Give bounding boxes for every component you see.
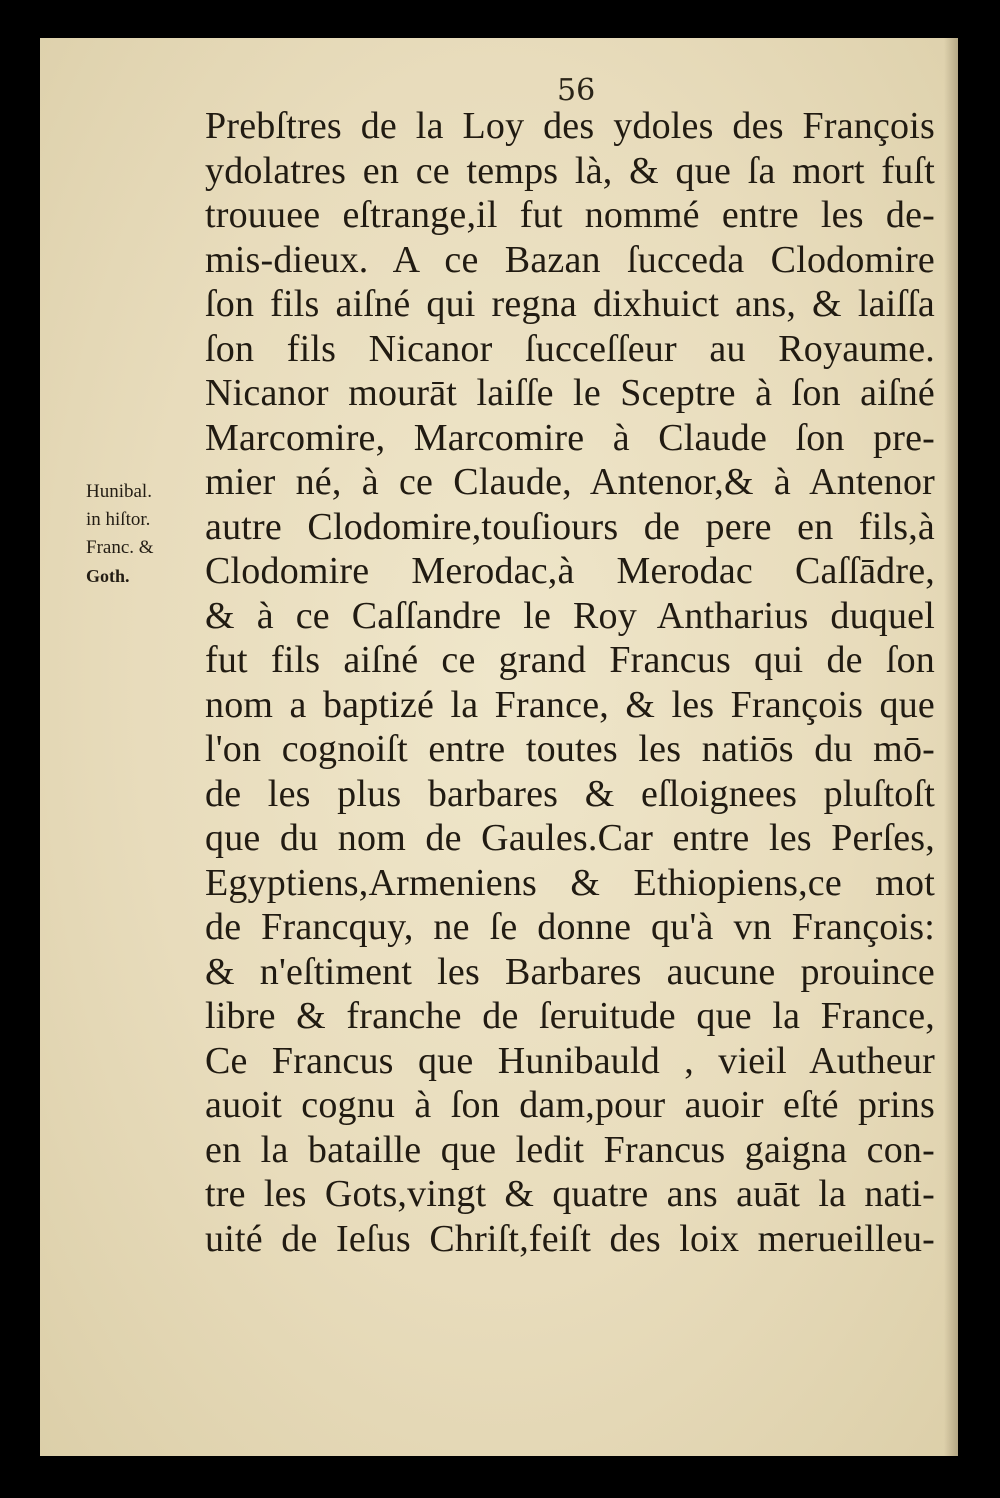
text-line: ſon fils Nicanor ſucceſſeur au Royaume.	[205, 327, 935, 370]
text-line: autre Clodomire,touſiours de pere en fils,à	[205, 505, 935, 548]
margin-note-line: Hunibal.	[86, 481, 152, 502]
text-line: auoit cognu à ſon dam,pour auoir eſté prins	[205, 1084, 935, 1126]
text-line: tre les Gots,vingt & quatre ans auāt la nati-	[205, 1173, 935, 1215]
text-line: Marcomire, Marcomire à Claude ſon pre-	[205, 416, 935, 459]
text-line: ydolatres en ce temps là, & que ſa mort fuſt	[205, 149, 935, 192]
text-line: Nicanor mourāt laiſſe le Sceptre à ſon aiſné	[205, 372, 935, 414]
text-line: mier né, à ce Claude, Antenor,& à Antenor	[205, 461, 935, 503]
text-line: Clodomire Merodac,à Merodac Caſſādre,	[205, 550, 935, 592]
margin-note-line: in hiſtor.	[86, 509, 151, 530]
text-line: Ce Francus que Hunibauld , vieil Autheur	[205, 1039, 935, 1082]
text-line: & n'eſtiment les Barbares aucune prouince	[205, 950, 935, 993]
text-line: & à ce Caſſandre le Roy Antharius duquel	[205, 594, 935, 637]
text-line: Prebſtres de la Loy des ydoles des François	[205, 105, 935, 147]
text-line: uité de Ieſus Chriſt,feiſt des loix merueilleu-	[205, 1217, 935, 1260]
text-line: ſon fils aiſné qui regna dixhuict ans, & laiſſa	[205, 283, 935, 325]
margin-note	[86, 478, 154, 590]
text-line: Egyptiens,Armeniens & Ethiopiens,ce mot	[205, 861, 935, 904]
text-line: mis-dieux. A ce Bazan ſucceda Clodomire	[205, 238, 935, 281]
margin-note-line: Franc. &	[86, 537, 154, 558]
text-line: que du nom de Gaules.Car entre les Perſes,	[205, 817, 935, 859]
body-text	[205, 104, 935, 1261]
text-line: fut fils aiſné ce grand Francus qui de ſon	[205, 639, 935, 681]
text-line: nom a baptizé la France, & les François que	[205, 683, 935, 726]
page-number: 56	[557, 73, 596, 108]
text-line: trouuee eſtrange,il fut nommé entre les de-	[205, 194, 935, 236]
text-line: en la bataille que ledit Francus gaigna con-	[205, 1128, 935, 1171]
text-line: libre & franche de ſeruitude que la France,	[205, 995, 935, 1037]
text-line: de les plus barbares & eſloignees pluſtoſt	[205, 772, 935, 815]
text-line: l'on cognoiſt entre toutes les natiōs du mō-	[205, 728, 935, 770]
text-line: de Francquy, ne ſe donne qu'à vn François:	[205, 906, 935, 948]
margin-note-line: Goth.	[86, 566, 130, 586]
